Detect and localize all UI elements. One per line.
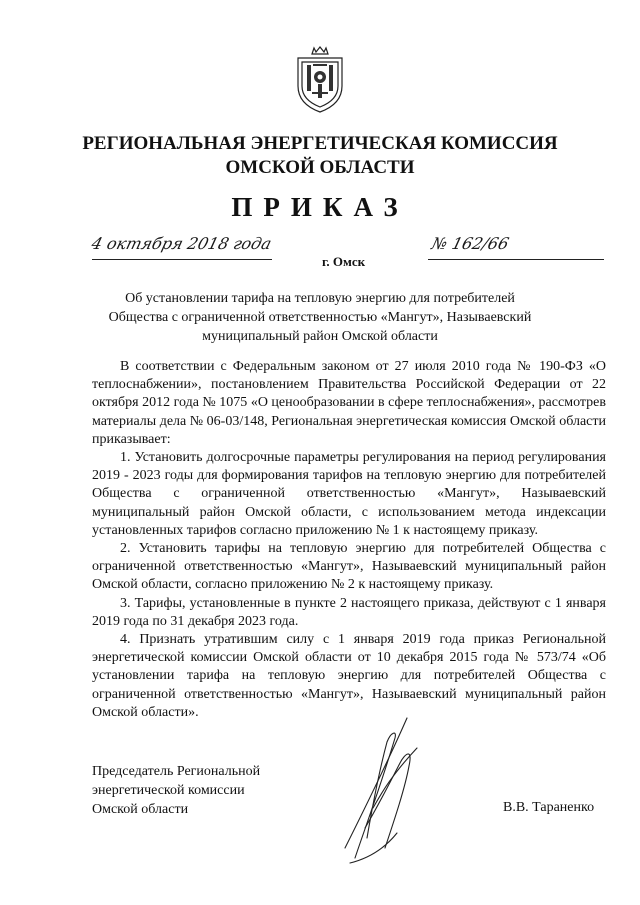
coat-of-arms-emblem bbox=[292, 44, 348, 116]
subject-line2: Общества с ограниченной ответственностью «Мангут», Называевский bbox=[108, 310, 532, 325]
organization-title-line1: РЕГИОНАЛЬНАЯ ЭНЕРГЕТИЧЕСКАЯ КОМИССИЯ bbox=[82, 133, 558, 154]
position-line2: энергетической комиссии bbox=[92, 783, 245, 798]
organization-title bbox=[80, 132, 560, 180]
position-line3: Омской области bbox=[92, 802, 189, 817]
city-label: г. Омск bbox=[322, 254, 366, 269]
position-line1: Председатель Региональной bbox=[92, 764, 261, 779]
order-item-4: 4. Признать утратившим силу с 1 января 2019 года приказ Региональной энергетической комиссии Омской области от 10 декабря 2015 года № 573/74 «Об установлении тарифа на тепловую энергию для потребителей Общества с ограниченной ответственностью «Мангут», Называевский муниципальный район Омской области». bbox=[92, 632, 606, 720]
organization-title-line2: ОМСКОЙ ОБЛАСТИ bbox=[225, 157, 415, 178]
order-item-2: 2. Установить тарифы на тепловую энергию для потребителей Общества с ограниченной ответственностью «Мангут», Называевский муниципальный район Омской области, согласно приложению № 2 к настоящему приказу. bbox=[92, 541, 606, 593]
handwritten-date: 4 октября 2018 года bbox=[89, 234, 274, 253]
order-item-1: 1. Установить долгосрочные параметры регулирования на период регулирования 2019 - 2023 годы для формирования тарифов на тепловую энергию для потребителей Общества с ограниченной ответственностью «Мангут», Называевский муниципальный район Омской области, с использованием метода индексации установленных тарифов согласно приложению № 1 к настоящему приказу. bbox=[92, 450, 606, 538]
document-subject bbox=[100, 289, 540, 346]
signatory-name: В.В. Тараненко bbox=[503, 800, 595, 815]
handwritten-signature bbox=[325, 708, 425, 868]
number-underline bbox=[428, 259, 604, 260]
date-underline bbox=[92, 259, 272, 260]
handwritten-document-number: № 162/66 bbox=[429, 234, 511, 253]
preamble-paragraph: В соответствии с Федеральным законом от 27 июля 2010 года № 190-ФЗ «О теплоснабжении», постановлением Правительства Российской Федерации от 22 октября 2012 года № 1075 «О ценообразовании в сфере теплоснабжения», рассмотрев материалы дела № 06-03/148, Региональная энергетическая комиссия Омской области приказывает: bbox=[92, 359, 606, 447]
document-type-heading: ПРИКАЗ bbox=[231, 192, 409, 222]
subject-line1: Об установлении тарифа на тепловую энергию для потребителей bbox=[125, 291, 515, 306]
document-body bbox=[92, 358, 606, 722]
order-item-3: 3. Тарифы, установленные в пункте 2 настоящего приказа, действуют с 1 января 2019 года по 31 декабря 2023 года. bbox=[92, 595, 606, 629]
signatory-position bbox=[92, 762, 260, 819]
subject-line3: муниципальный район Омской области bbox=[202, 329, 438, 344]
